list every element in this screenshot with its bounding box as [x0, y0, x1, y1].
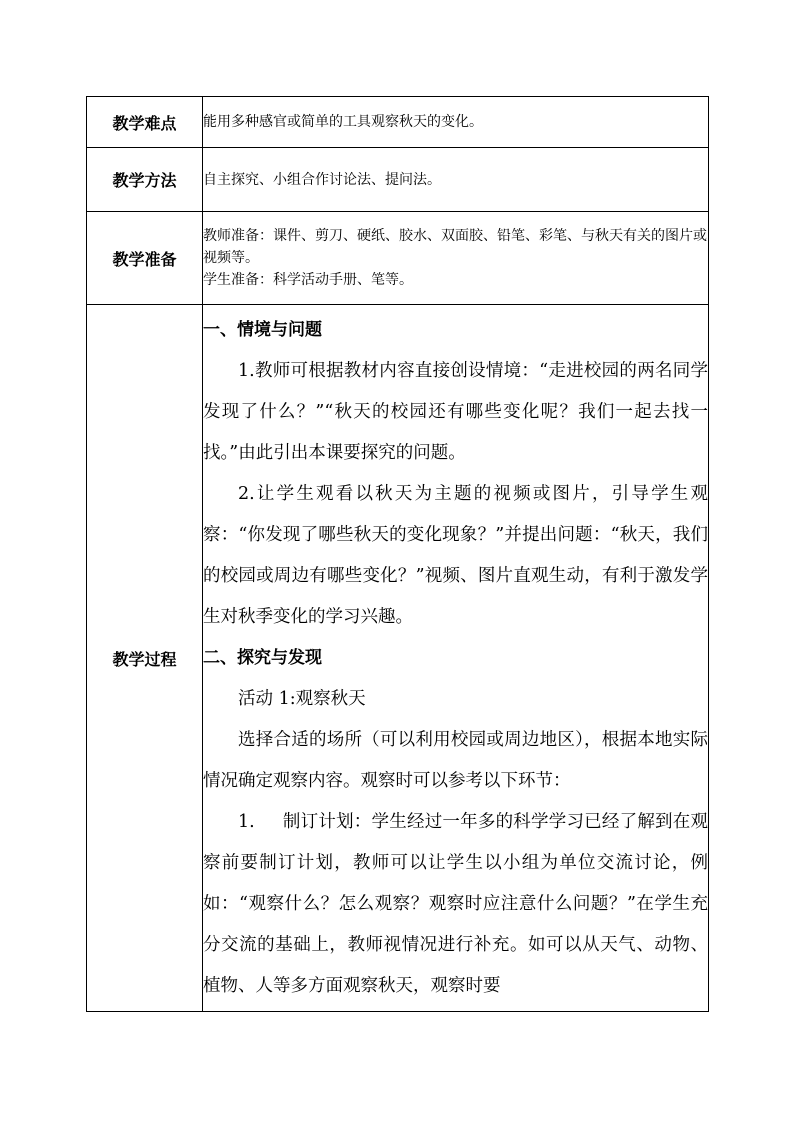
content-process [203, 305, 709, 1012]
row-preparation [87, 212, 709, 305]
label-difficulty: 教学难点 [87, 97, 203, 148]
teacher-preparation: 教师准备：课件、剪刀、硬纸、胶水、双面胶、铅笔、彩笔、与秋天有关的图片或视频等。 [203, 228, 707, 266]
content-method: 自主探究、小组合作讨论法、提问法。 [203, 148, 709, 212]
section-heading-1: 一、情境与问题 [203, 319, 322, 340]
student-preparation: 学生准备：科学活动手册、笔等。 [203, 272, 413, 288]
label-process: 教学过程 [87, 305, 203, 1012]
step-1-text: 制订计划：学生经过一年多的科学学习已经了解到在观察前要制订计划，教师可以让学生以小组为单位交流讨论，例如：“观察什么？怎么观察？观察时应注意什么问题？”在学生充分交流的基础上，教师视情况进行补充。如可以从天气、动物、植物、人等多方面观察秋天，观察时要 [203, 811, 708, 996]
content-preparation [203, 212, 709, 305]
section-heading-2: 二、探究与发现 [203, 647, 322, 668]
label-method: 教学方法 [87, 148, 203, 212]
activity-title: 活动 1:观察秋天 [238, 688, 366, 709]
paragraph-1: 1.教师可根据教材内容直接创设情境：“走进校园的两名同学发现了什么？”“秋天的校园还有哪些变化呢？我们一起去找一找。”由此引出本课要探究的问题。 [203, 360, 708, 463]
paragraph-3: 选择合适的场所（可以利用校园或周边地区），根据本地实际情况确定观察内容。观察时可以参考以下环节： [203, 729, 708, 791]
row-method [87, 148, 709, 212]
row-difficulty [87, 97, 709, 148]
row-process [87, 305, 709, 1012]
lesson-plan-table [86, 96, 709, 1012]
content-difficulty: 能用多种感官或简单的工具观察秋天的变化。 [203, 97, 709, 148]
label-preparation: 教学准备 [87, 212, 203, 305]
step-1-number: 1. [238, 811, 255, 832]
paragraph-2: 2.让学生观看以秋天为主题的视频或图片，引导学生观察：“你发现了哪些秋天的变化现象？”并提出问题：“秋天，我们的校园或周边有哪些变化？”视频、图片直观生动，有利于激发学生对秋季变化的学习兴趣。 [203, 483, 708, 627]
step-1 [203, 802, 708, 1007]
